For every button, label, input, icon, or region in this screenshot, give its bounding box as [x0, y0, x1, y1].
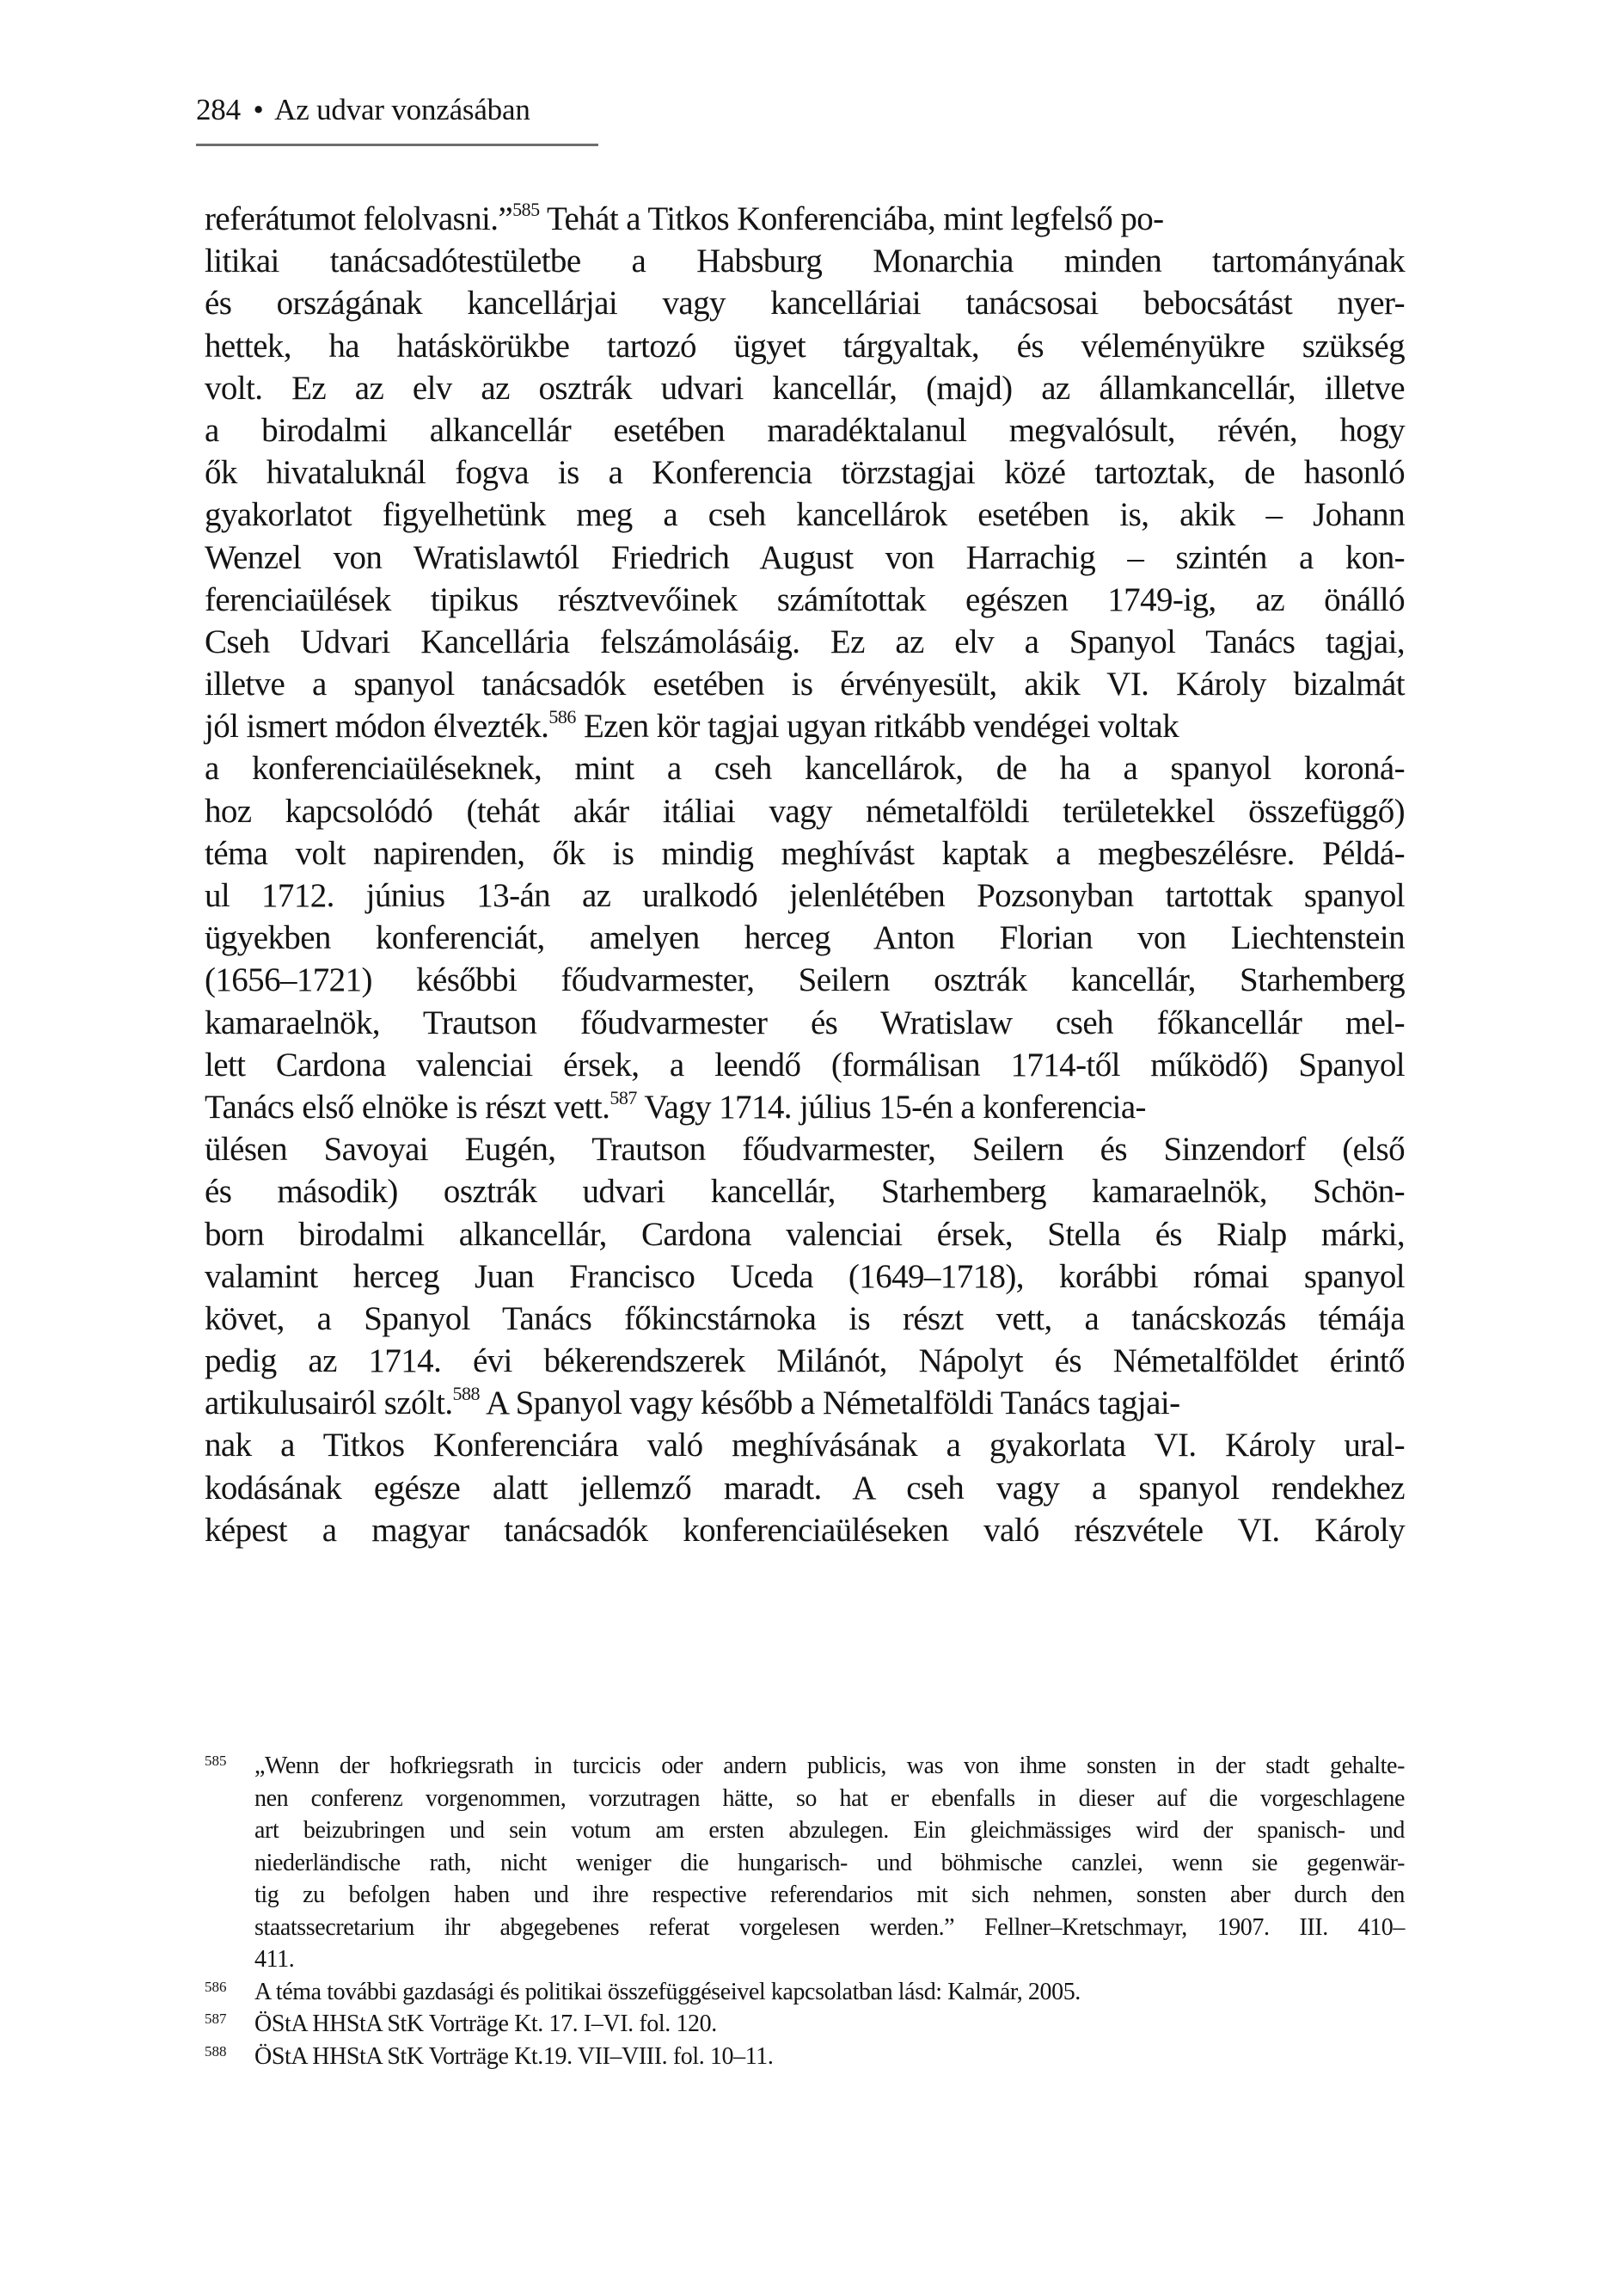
line-text: hettek, ha hatáskörükbe tartozó ügyet tárgyaltak, és véleményükre szükség	[205, 327, 1405, 365]
text-line	[205, 409, 1405, 451]
footnote-587	[205, 2008, 1405, 2041]
text-line	[205, 1467, 1405, 1509]
line-text: ferenciaülések tipikus résztvevőinek számítottak egészen 1749-ig, az önálló	[205, 580, 1405, 618]
footnote-reference[interactable]: 585	[512, 199, 540, 220]
footnote-585	[205, 1750, 1405, 1976]
line-text: Tanács első elnöke is részt vett.	[205, 1088, 610, 1126]
text-line	[205, 1509, 1405, 1551]
line-text: pedig az 1714. évi békerendszerek Milánót, Nápolyt és Németalföldet érintő	[205, 1342, 1405, 1380]
line-text: illetve a spanyol tanácsadók esetében is érvényesült, akik VI. Károly bizalmát	[205, 666, 1405, 703]
footnote-number: 587	[205, 2011, 227, 2027]
text-line	[205, 663, 1405, 705]
header-rule	[196, 144, 598, 146]
text-line	[205, 282, 1405, 324]
text-line	[205, 1298, 1405, 1340]
text-line	[205, 1086, 1405, 1128]
line-text: jól ismert módon élvezték.	[205, 708, 549, 746]
line-text-continued: Tehát a Titkos Konferenciába, mint legfelső po-	[539, 200, 1164, 237]
footnote-reference[interactable]: 586	[548, 706, 576, 728]
text-line	[205, 705, 1405, 747]
footnotes	[205, 1750, 1405, 2072]
text-line	[205, 240, 1405, 282]
text-line	[205, 959, 1405, 1001]
footnote-reference[interactable]: 588	[452, 1383, 481, 1405]
line-text: gyakorlatot figyelhetünk meg a cseh kancellárok esetében is, akik – Johann	[205, 496, 1405, 534]
line-text: kamaraelnök, Trautson főudvarmester és Wratislaw cseh főkancellár mel-	[205, 1004, 1405, 1041]
text-line	[205, 1255, 1405, 1298]
text-line	[205, 494, 1405, 536]
line-text-continued: Vagy 1714. július 15-én a konferencia-	[636, 1088, 1146, 1126]
line-text-continued: Ezen kör tagjai ugyan ritkább vendégei voltak	[575, 708, 1179, 746]
text-line	[205, 917, 1405, 959]
line-text: a konferenciaüléseknek, mint a cseh kancellárok, de ha a spanyol koroná-	[205, 750, 1405, 788]
text-line	[205, 579, 1405, 621]
text-line	[205, 875, 1405, 917]
text-line	[205, 537, 1405, 579]
text-line	[205, 1382, 1405, 1424]
footnote-line: A téma további gazdasági és politikai összefüggéseivel kapcsolatban lásd: Kalmár, 2005.	[254, 1978, 1081, 2005]
line-text: born birodalmi alkancellár, Cardona valenciai érsek, Stella és Rialp márki,	[205, 1215, 1405, 1253]
footnote-line: niederländische rath, nicht weniger die hungarisch- und böhmische canzlei, wenn sie gegenwär-	[254, 1849, 1405, 1876]
text-line	[205, 790, 1405, 832]
text-line	[205, 832, 1405, 875]
bullet-separator: •	[253, 93, 264, 126]
line-text: ul 1712. június 13-án az uralkodó jelenlétében Pozsonyban tartottak spanyol	[205, 877, 1405, 914]
body-text	[205, 198, 1405, 1551]
line-text: Cseh Udvari Kancellária felszámolásáig. Ez az elv a Spanyol Tanács tagjai,	[205, 623, 1405, 660]
text-line	[205, 1170, 1405, 1212]
footnote-line: staatssecretarium ihr abgegebenes referat vorgelesen werden.” Fellner–Kretschmayr, 1907. III. 410–	[254, 1913, 1405, 1941]
line-text: valamint herceg Juan Francisco Uceda (1649–1718), korábbi római spanyol	[205, 1257, 1405, 1295]
footnote-number: 586	[205, 1978, 227, 1995]
text-line	[205, 367, 1405, 409]
text-line	[205, 1128, 1405, 1170]
text-line	[205, 1340, 1405, 1382]
line-text: követ, a Spanyol Tanács főkincstárnoka is részt vett, a tanácskozás témája	[205, 1299, 1405, 1337]
footnote-number: 585	[205, 1753, 227, 1769]
footnote-line: art beizubringen und sein votum am ersten abzulegen. Ein gleichmässiges wird der spanisch- und	[254, 1817, 1405, 1844]
line-text: ők hivataluknál fogva is a Konferencia törzstagjai közé tartoztak, de hasonló	[205, 454, 1405, 492]
footnote-line: 411.	[254, 1946, 295, 1973]
line-text: képest a magyar tanácsadók konferenciaüléseken való részvétele VI. Károly	[205, 1511, 1405, 1549]
text-line	[205, 198, 1405, 240]
line-text: ülésen Savoyai Eugén, Trautson főudvarmester, Seilern és Sinzendorf (első	[205, 1131, 1405, 1169]
text-line	[205, 1213, 1405, 1255]
line-text: referátumot felolvasni.”	[205, 200, 513, 237]
footnote-588	[205, 2041, 1405, 2073]
line-text: a birodalmi alkancellár esetében maradéktalanul megvalósult, révén, hogy	[205, 411, 1405, 449]
footnote-line: tig zu befolgen haben und ihre respective referendarios mit sich nehmen, sonsten aber durch den	[254, 1882, 1405, 1908]
line-text: téma volt napirenden, ők is mindig meghívást kaptak a megbeszélésre. Példá-	[205, 834, 1405, 872]
footnote-reference[interactable]: 587	[610, 1086, 637, 1108]
running-head	[196, 93, 530, 127]
line-text: litikai tanácsadótestületbe a Habsburg Monarchia minden tartományának	[205, 242, 1405, 280]
footnote-line: „Wenn der hofkriegsrath in turcicis oder andern publicis, was von ihme sonsten in der stadt gehalte-	[254, 1753, 1405, 1779]
line-text: artikulusairól szólt.	[205, 1384, 453, 1422]
line-text: kodásának egésze alatt jellemző maradt. A cseh vagy a spanyol rendekhez	[205, 1469, 1405, 1507]
footnote-line: ÖStA HHStA StK Vorträge Kt.19. VII–VIII. fol. 10–11.	[254, 2042, 774, 2070]
text-line	[205, 451, 1405, 494]
line-text: és második) osztrák udvari kancellár, Starhemberg kamaraelnök, Schön-	[205, 1173, 1405, 1211]
footnote-line: nen conferenz vorgenommen, vorzutragen hätte, so hat er ebenfalls in dieser auf die vorgeschlagene	[254, 1784, 1405, 1812]
page-number: 284	[196, 93, 241, 126]
text-line	[205, 621, 1405, 663]
text-line	[205, 1044, 1405, 1086]
line-text: lett Cardona valenciai érsek, a leendő (formálisan 1714-től működő) Spanyol	[205, 1046, 1405, 1084]
text-line	[205, 747, 1405, 789]
line-text: és országának kancellárjai vagy kancelláriai tanácsosai bebocsátást nyer-	[205, 285, 1405, 322]
text-line	[205, 1002, 1405, 1044]
line-text: Wenzel von Wratislawtól Friedrich August von Harrachig – szintén a kon-	[205, 538, 1405, 576]
line-text: (1656–1721) későbbi főudvarmester, Seilern osztrák kancellár, Starhemberg	[205, 961, 1405, 999]
footnote-line: ÖStA HHStA StK Vorträge Kt. 17. I–VI. fol. 120.	[254, 2011, 717, 2037]
text-line	[205, 1424, 1405, 1466]
line-text-continued: A Spanyol vagy később a Németalföldi Tanács tagjai-	[480, 1384, 1180, 1422]
line-text: ügyekben konferenciát, amelyen herceg Anton Florian von Liechtenstein	[205, 919, 1405, 957]
line-text: hoz kapcsolódó (tehát akár itáliai vagy németalföldi területekkel összefüggő)	[205, 792, 1405, 830]
line-text: nak a Titkos Konferenciára való meghívásának a gyakorlata VI. Károly ural-	[205, 1427, 1405, 1464]
chapter-title: Az udvar vonzásában	[274, 93, 530, 126]
line-text: volt. Ez az elv az osztrák udvari kancellár, (majd) az államkancellár, illetve	[205, 369, 1405, 407]
footnote-number: 588	[205, 2042, 227, 2060]
text-line	[205, 325, 1405, 367]
footnote-586	[205, 1976, 1405, 2009]
